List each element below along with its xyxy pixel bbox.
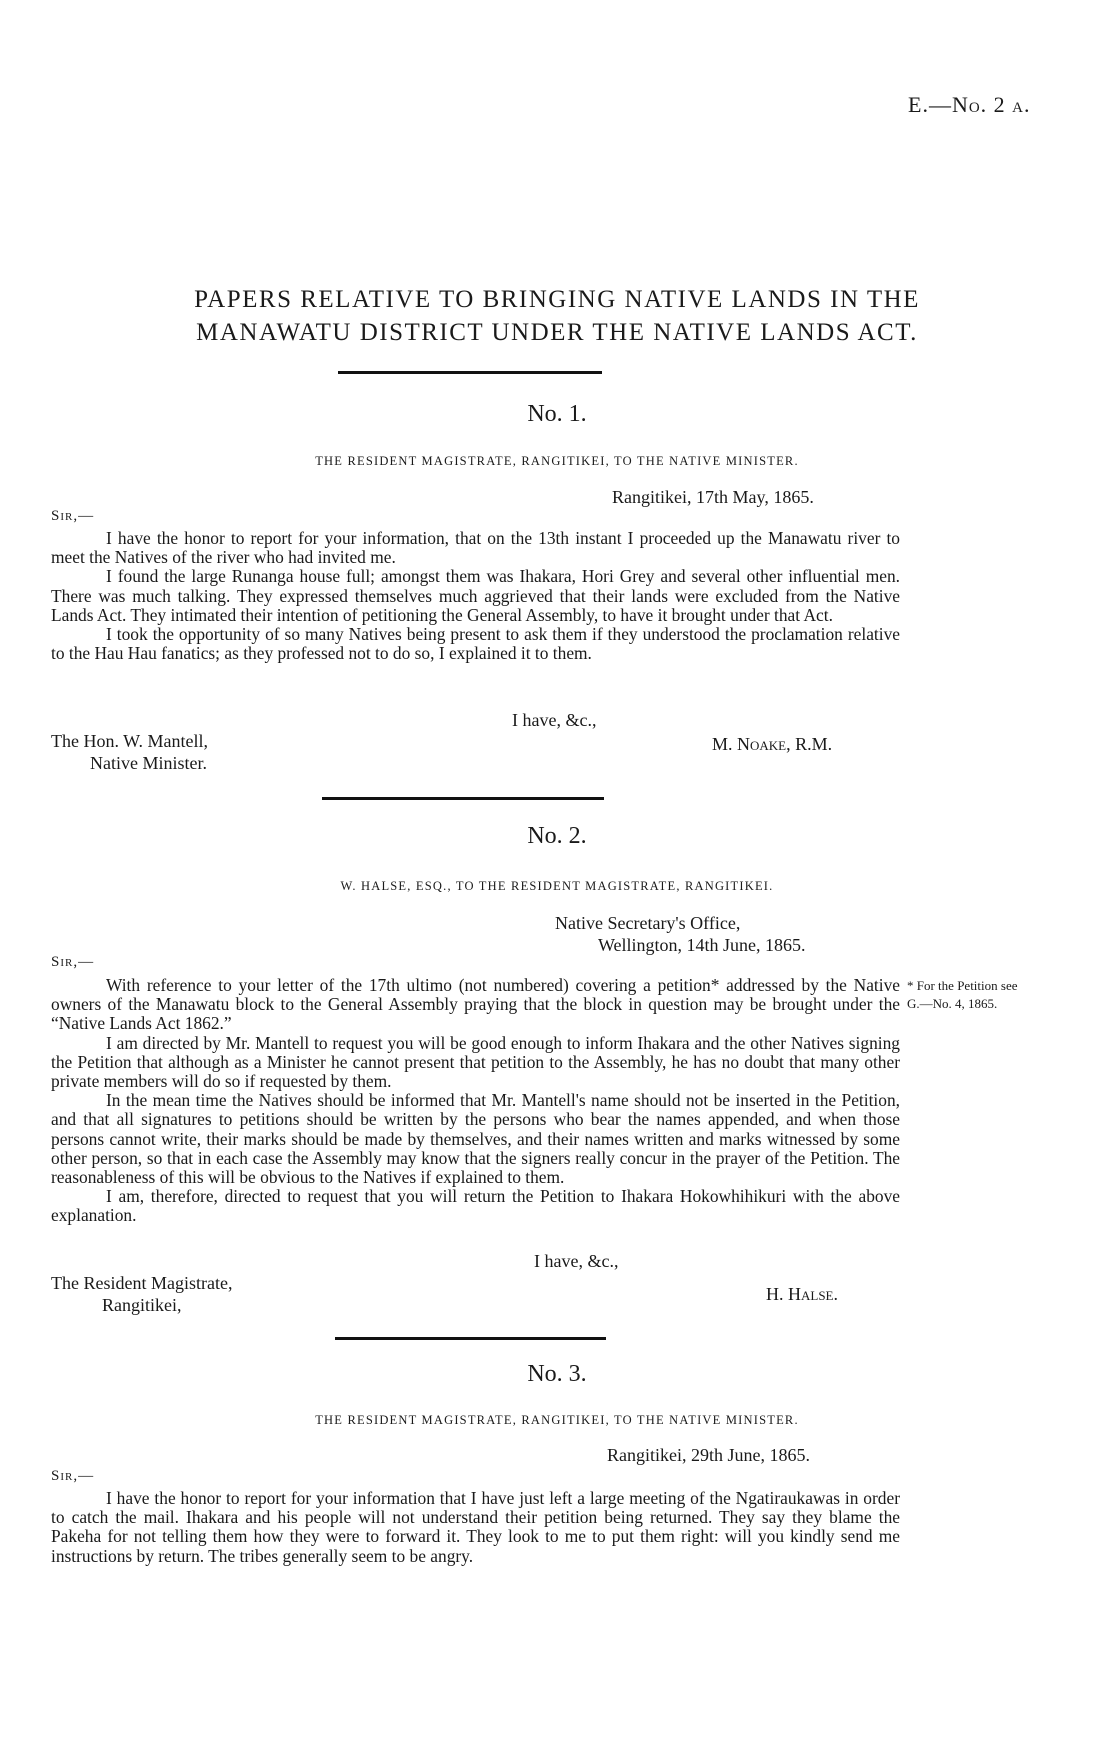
title-line-2: MANAWATU DISTRICT UNDER THE NATIVE LANDS ACT. — [196, 319, 918, 346]
letter2-dateline-place: Wellington, 14th June, 1865. — [598, 935, 806, 955]
margin-note-line-2: G.—No. 4, 1865. — [907, 996, 998, 1011]
margin-note — [907, 977, 1057, 1013]
letter2-signature: H. Halse. — [766, 1284, 838, 1304]
letter2-closing: I have, &c., — [534, 1251, 619, 1271]
letter1-paragraph: I found the large Runanga house full; amongst them was Ihakara, Hori Grey and several other influential men. There was much talking. They expressed themselves much aggrieved that their lands were excluded from the Native Lands Act. They intimated their intention of petitioning the General Assembly, to have it brought under that Act. — [51, 566, 900, 625]
letter3-body — [51, 1489, 900, 1566]
document-title — [0, 283, 1114, 349]
divider-rule-1 — [338, 371, 602, 374]
letter1-body — [51, 529, 900, 663]
letter2-addressee-place: Rangitikei, — [102, 1295, 182, 1315]
letter1-addressee-title: Native Minister. — [90, 753, 207, 773]
letter1-signature: M. Noake, R.M. — [712, 734, 833, 754]
page-reference: E.—No. 2 a. — [908, 92, 1031, 117]
letter3-paragraph: I have the honor to report for your information that I have just left a large meeting of the Ngatiraukawas in order to catch the mail. Ihakara and his people will not understand their petition being returned. They say they blame the Pakeha for not telling them how they were to forward it. They look to me to put them right: will you kindly send me instructions by return. The tribes generally seem to be angry. — [51, 1488, 900, 1566]
letter1-heading: THE RESIDENT MAGISTRATE, RANGITIKEI, TO THE NATIVE MINISTER. — [315, 454, 799, 468]
letter3-dateline: Rangitikei, 29th June, 1865. — [607, 1445, 810, 1465]
letter1-number: No. 1. — [527, 401, 587, 427]
margin-note-line-1: * For the Petition see — [907, 978, 1018, 993]
letter1-paragraph: I have the honor to report for your information, that on the 13th instant I proceeded up the Manawatu river to meet the Natives of the river who had invited me. — [51, 528, 900, 568]
letter2-body — [51, 976, 900, 1226]
letter1-paragraph: I took the opportunity of so many Natives being present to ask them if they understood the proclamation relative to the Hau Hau fanatics; as they professed not to do so, I explained it to them. — [51, 624, 900, 664]
letter3-heading: THE RESIDENT MAGISTRATE, RANGITIKEI, TO THE NATIVE MINISTER. — [315, 1413, 799, 1427]
letter3-number: No. 3. — [527, 1361, 587, 1387]
letter1-salutation: Sir,— — [51, 508, 95, 524]
letter2-salutation: Sir,— — [51, 954, 95, 970]
letter2-addressee-name: The Resident Magistrate, — [51, 1273, 233, 1293]
letter2-paragraph: I am directed by Mr. Mantell to request you will be good enough to inform Ihakara and the other Natives signing the Petition that although as a Minister he cannot present that petition to the Assembly, he has no doubt that many other private members will do so if requested by them. — [51, 1032, 900, 1092]
letter3-salutation: Sir,— — [51, 1468, 95, 1484]
letter1-dateline: Rangitikei, 17th May, 1865. — [612, 487, 814, 507]
letter2-paragraph: In the mean time the Natives should be informed that Mr. Mantell's name should not be inserted in the Petition, and that all signatures to petitions should be written by the persons who bear the names appended, and when those persons cannot write, their marks should be made by themselves, and their names written and marks witnessed by some other person, so that in each case the Assembly may know that the signers really concur in the prayer of the Petition. The reasonableness of this will be obvious to the Natives if explained to them. — [51, 1090, 900, 1188]
letter2-paragraph: With reference to your letter of the 17th ultimo (not numbered) covering a petition* addressed by the Native owners of the Manawatu block to the General Assembly praying that the block in question may be brought under the “Native Lands Act 1862.” — [51, 975, 900, 1034]
letter2-paragraph: I am, therefore, directed to request that you will return the Petition to Ihakara Hokowhihikuri with the above explanation. — [51, 1186, 900, 1226]
letter1-closing: I have, &c., — [512, 710, 597, 730]
letter2-dateline-office: Native Secretary's Office, — [555, 913, 741, 933]
letter2-number: No. 2. — [527, 823, 587, 849]
title-line-1: PAPERS RELATIVE TO BRINGING NATIVE LANDS IN THE — [194, 286, 920, 313]
letter1-addressee-name: The Hon. W. Mantell, — [51, 731, 208, 751]
divider-rule-3 — [335, 1337, 606, 1340]
divider-rule-2 — [322, 797, 604, 800]
letter2-heading: W. HALSE, ESQ., TO THE RESIDENT MAGISTRATE, RANGITIKEI. — [340, 879, 774, 893]
